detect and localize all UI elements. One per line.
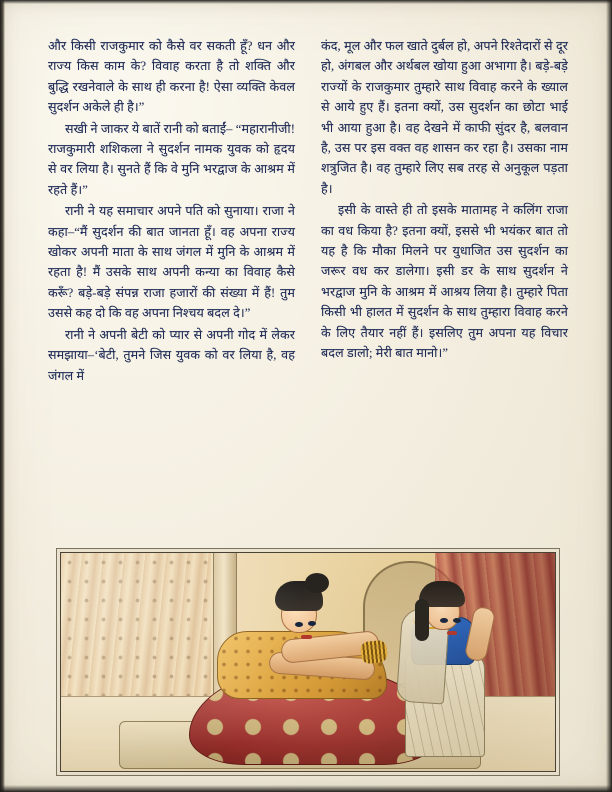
lips xyxy=(447,631,457,635)
standing-woman xyxy=(389,581,493,757)
paragraph: इसी के वास्ते ही तो इसके मातामह ने कलिंग राजा का वध किया है? इतना क्यों, इससे भी भयंकर बात तो यह है कि मौका मिलने पर युधाजित उस सुदर्शन का जरूर वध कर डालेगा। इसी डर के साथ सुदर्शन ने भरद्वाज मुनि के आश्रम में आश्रय लिया है। तुम्हारे पिता किसी भी हालत में सुदर्शन के साथ तुम्हारा विवाह करने के लिए तैयार नहीं हैं। इसलिए तुम अपना यह विचार बदल डालो; मेरी बात मानो।” xyxy=(321,203,568,361)
paragraph: रानी ने अपनी बेटी को प्यार से अपनी गोद में लेकर समझाया–‘बेटी, तुमने जिस युवक को वर लिया है, वह जंगल में xyxy=(48,327,295,383)
paragraph: सखी ने जाकर ये बातें रानी को बताईं– “महारानीजी! राजकुमारी शशिकला ने सुदर्शन नामक युवक को हृदय से वर लिया है। सुनते हैं कि वे मुनि भरद्वाज के आश्रम में रहते हैं।” xyxy=(48,121,295,197)
eye xyxy=(308,621,316,626)
head xyxy=(419,581,465,631)
arm xyxy=(464,605,497,662)
paragraph: और किसी राजकुमार को कैसे वर सकती हूँ? धन और राज्य किस काम के? विवाह करता है तो शक्ति और बुद्धि रखनेवाले के साथ ही करना है! ऐसा व्यक्ति केवल सुदर्शन अकेले ही है।” xyxy=(48,39,295,115)
hair xyxy=(419,581,465,607)
reclining-woman xyxy=(211,579,391,699)
paragraph: रानी ने यह समाचार अपने पति को सुनाया। राजा ने कहा–“मैं सुदर्शन की बात जानता हूँ। वह अपना राज्य खोकर अपनी माता के साथ जंगल में मुनि के आश्रम में रहता है! मैं उसके साथ अपनी कन्या का विवाह कैसे करूँ? बड़े-बड़े संपन्न राजा हजारों की संख्या में हैं! तुम उससे कह दो कि वह अपना निश्चय बदल दे।” xyxy=(48,204,295,321)
paragraph: कंद, मूल और फल खाते दुर्बल हो, अपने रिश्तेदारों से दूर हो, अंगबल और अर्थबल खोया हुआ अभागा है। बड़े-बड़े राज्यों के राजकुमार तुम्हारे साथ विवाह करने के ख्याल से आये हुए हैं। इतना क्यों, उस सुदर्शन का छोटा भाई भी आया हुआ है। वह देखने में काफी सुंदर है, बलवान है, उस पर इस वक्त वह शासन कर रहा है। उसका नाम शत्रुजित है। वह तुम्हारे लिए सब तरह से अनुकूल पड़ता है। xyxy=(321,39,568,196)
lips xyxy=(301,635,312,639)
eye xyxy=(453,618,461,623)
head xyxy=(275,581,323,633)
illustration-frame xyxy=(56,548,560,776)
hair-bun xyxy=(305,573,329,593)
eye xyxy=(440,618,448,623)
left-text-column xyxy=(48,36,295,387)
page-edge-right xyxy=(606,0,612,792)
text-columns xyxy=(48,36,568,387)
bangles xyxy=(360,640,388,665)
page-content xyxy=(48,36,568,756)
right-text-column xyxy=(321,36,568,387)
illustration xyxy=(60,552,556,772)
page-edge-top xyxy=(0,0,612,4)
page-edge-bottom xyxy=(0,785,612,792)
page-edge-left xyxy=(0,0,5,792)
eye xyxy=(295,622,303,627)
